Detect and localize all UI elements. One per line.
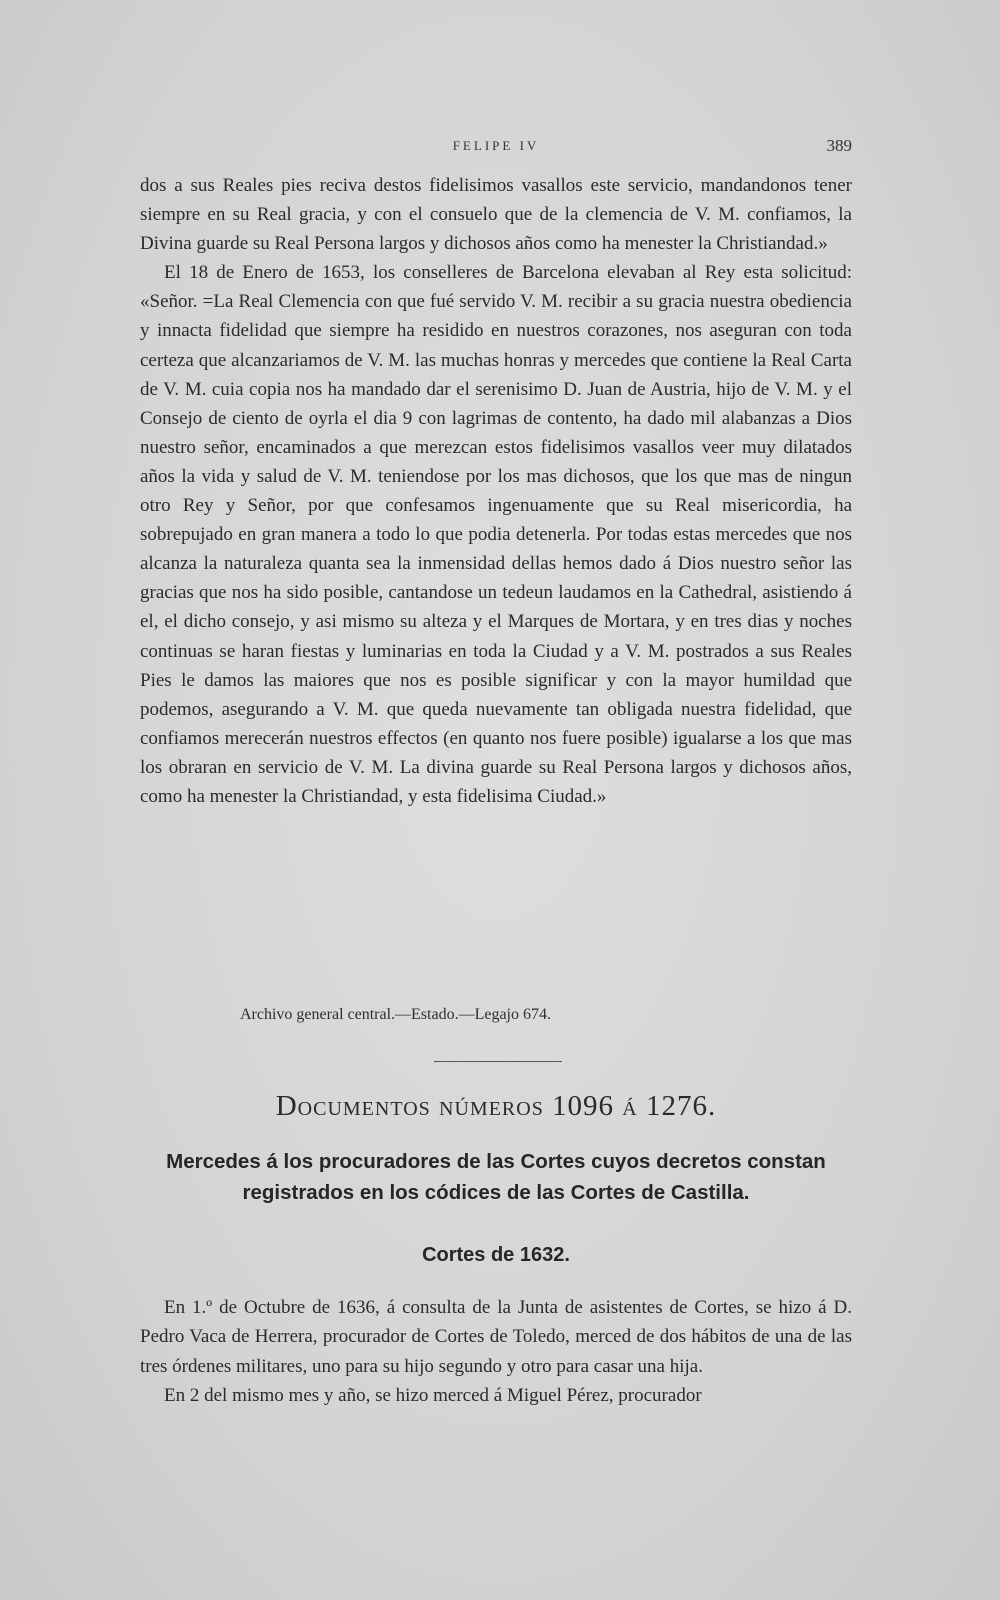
- section-subheading: Mercedes á los procuradores de las Cortes cuyos decretos constan registrados en los códices de las Cortes de Castilla.: [166, 1150, 826, 1204]
- entries: [140, 1293, 852, 1410]
- paragraph-conselleres-letter: El 18 de Enero de 1653, los conselleres de Barcelona elevaban al Rey esta solicitud: «Señor. =La Real Clemencia con que fué servido V. M. recibir a su gracia nuestra obediencia y innacta fidelidad que siempre ha residido en nuestros corazones, nos aseguran con toda certeza que alcanzariamos de V. M. las muchas honras y mercedes que contiene la Real Carta de V. M. cuia copia nos ha mandado dar el serenisimo D. Juan de Austria, hijo de V. M. y el Consejo de ciento de oyrla el dia 9 con lagrimas de contento, ha dado mil alabanzas a Dios nuestro señor, encaminados a que merezcan estos fidelisimos vasallos veer muy dilatados años la vida y salud de V. M. teniendose por los mas dichosos, que los que mas de ningun otro Rey y Señor, por que confesamos ingenuamente que su Real misericordia, ha sobrepujado en gran manera a todo lo que podia detenerla. Por todas estas mercedes que nos alcanza la naturaleza quanta sea la inmensidad dellas hemos dado á Dios nuestro señor las gracias que nos ha sido posible, cantandose un tedeun laudamos en la Cathedral, asistiendo á el, el dicho consejo, y asi mismo su alteza y el Marques de Mortara, y en tres dias y noches continuas se haran fiestas y luminarias en toda la Ciudad y a V. M. postrados a sus Reales Pies le damos las maiores que nos es posible significar y con la mayor humildad que podemos, asegurando a V. M. que queda nuevamente tan obligada nuestra fidelidad, que confiamos merecerán nuestros effectos (en quanto nos fuere posible) igualarse a los que mas los obraran en servicio de V. M. La divina guarde su Real Persona largos y dichosos años, como ha menester la Christiandad, y esta fidelisima Ciudad.»: [140, 262, 852, 807]
- entry-paragraph: En 1.º de Octubre de 1636, á consulta de la Junta de asistentes de Cortes, se hizo á D. Pedro Vaca de Herrera, procurador de Cortes de Toledo, merced de dos hábitos de una de las tres órdenes militares, uno para su hijo segundo y otro para casar una hija.: [140, 1297, 852, 1377]
- section-divider: [434, 1061, 562, 1062]
- entry-paragraph: En 2 del mismo mes y año, se hizo merced á Miguel Pérez, procurador: [164, 1384, 702, 1406]
- running-title: FELIPE IV: [452, 138, 540, 153]
- running-head: [140, 138, 852, 158]
- section-heading: Documentos números 1096 á 1276.: [275, 1090, 717, 1122]
- cortes-heading: Cortes de 1632.: [422, 1244, 570, 1266]
- body-text: [140, 171, 852, 811]
- source-note: Archivo general central.—Estado.—Legajo 674.: [240, 1006, 551, 1023]
- page-number: 389: [826, 136, 852, 155]
- paragraph-continuation: dos a sus Reales pies reciva destos fidelisimos vasallos este servicio, mandandonos tener siempre en su Real gracia, y con el consuelo que de la clemencia de V. M. confiamos, la Divina guarde su Real Persona largos y dichosos años como ha menester la Christiandad.»: [140, 175, 852, 255]
